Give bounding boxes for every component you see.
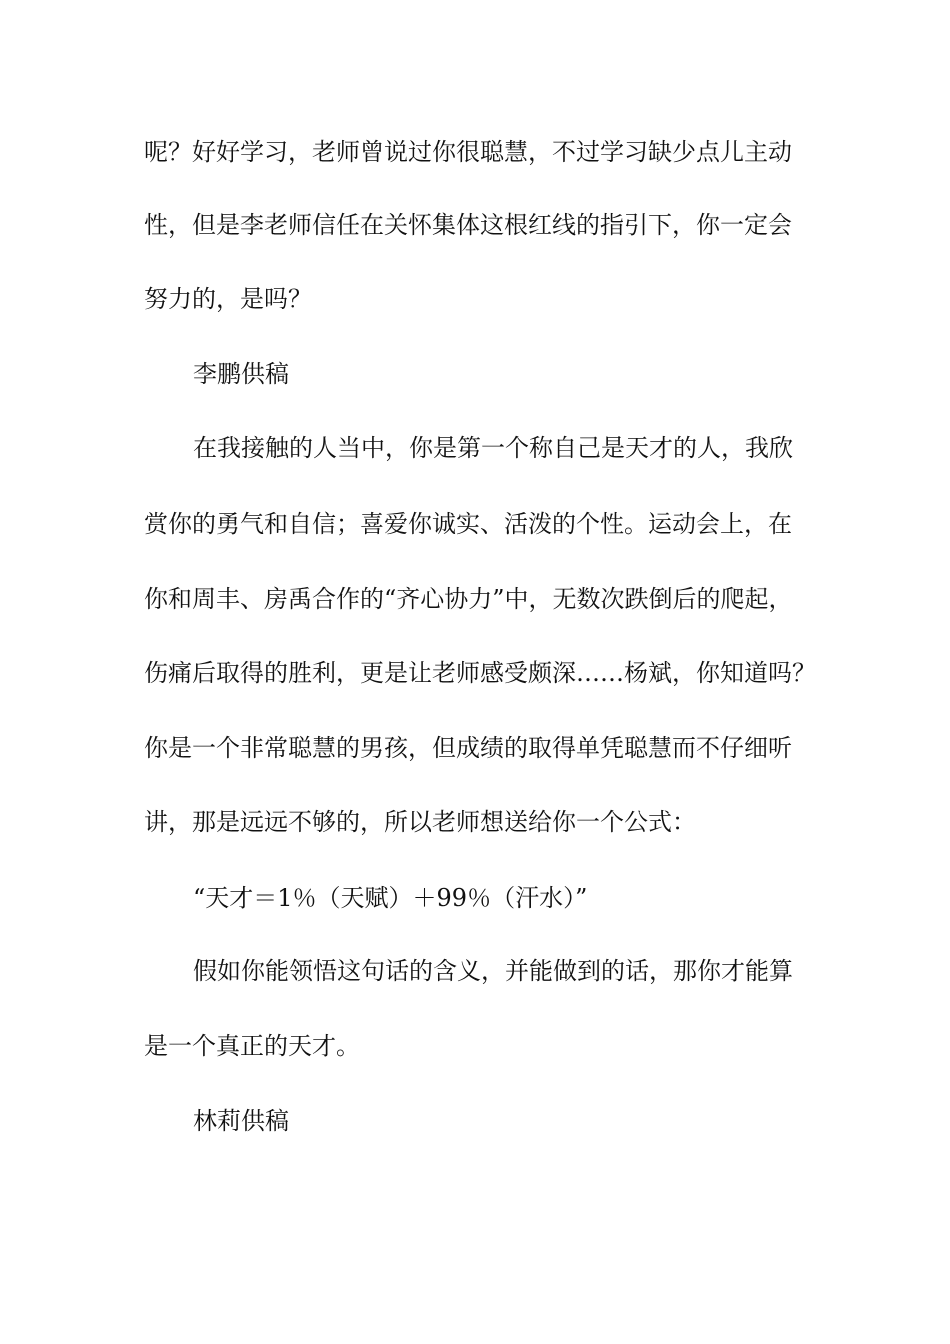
paragraph-line: 努力的，是吗？ [144, 285, 312, 313]
paragraph-line: 在我接触的人当中，你是第一个称自己是天才的人，我欣 [193, 434, 793, 462]
paragraph-line: 假如你能领悟这句话的含义，并能做到的话，那你才能算 [193, 957, 793, 985]
paragraph-line: 你是一个非常聪慧的男孩，但成绩的取得单凭聪慧而不仔细听 [144, 734, 792, 762]
paragraph-line: 赏你的勇气和自信；喜爱你诚实、活泼的个性。运动会上，在 [144, 510, 792, 538]
paragraph-line: 是一个真正的天才。 [144, 1032, 360, 1060]
paragraph-line: 性，但是李老师信任在关怀集体这根红线的指引下，你一定会 [144, 211, 792, 239]
paragraph-line: 讲，那是远远不够的，所以老师想送给你一个公式： [144, 808, 696, 836]
paragraph-line: 呢？好好学习，老师曾说过你很聪慧，不过学习缺少点儿主动 [144, 138, 792, 166]
formula-quote: “天才＝1％（天赋）＋99％（汗水）” [193, 884, 588, 912]
author-credit: 林莉供稿 [193, 1107, 289, 1135]
paragraph-line: 伤痛后取得的胜利，更是让老师感受颇深……杨斌，你知道吗？ [144, 659, 816, 687]
paragraph-line: 你和周丰、房禹合作的“齐心协力”中，无数次跌倒后的爬起， [144, 585, 793, 613]
author-credit: 李鹏供稿 [193, 360, 289, 388]
